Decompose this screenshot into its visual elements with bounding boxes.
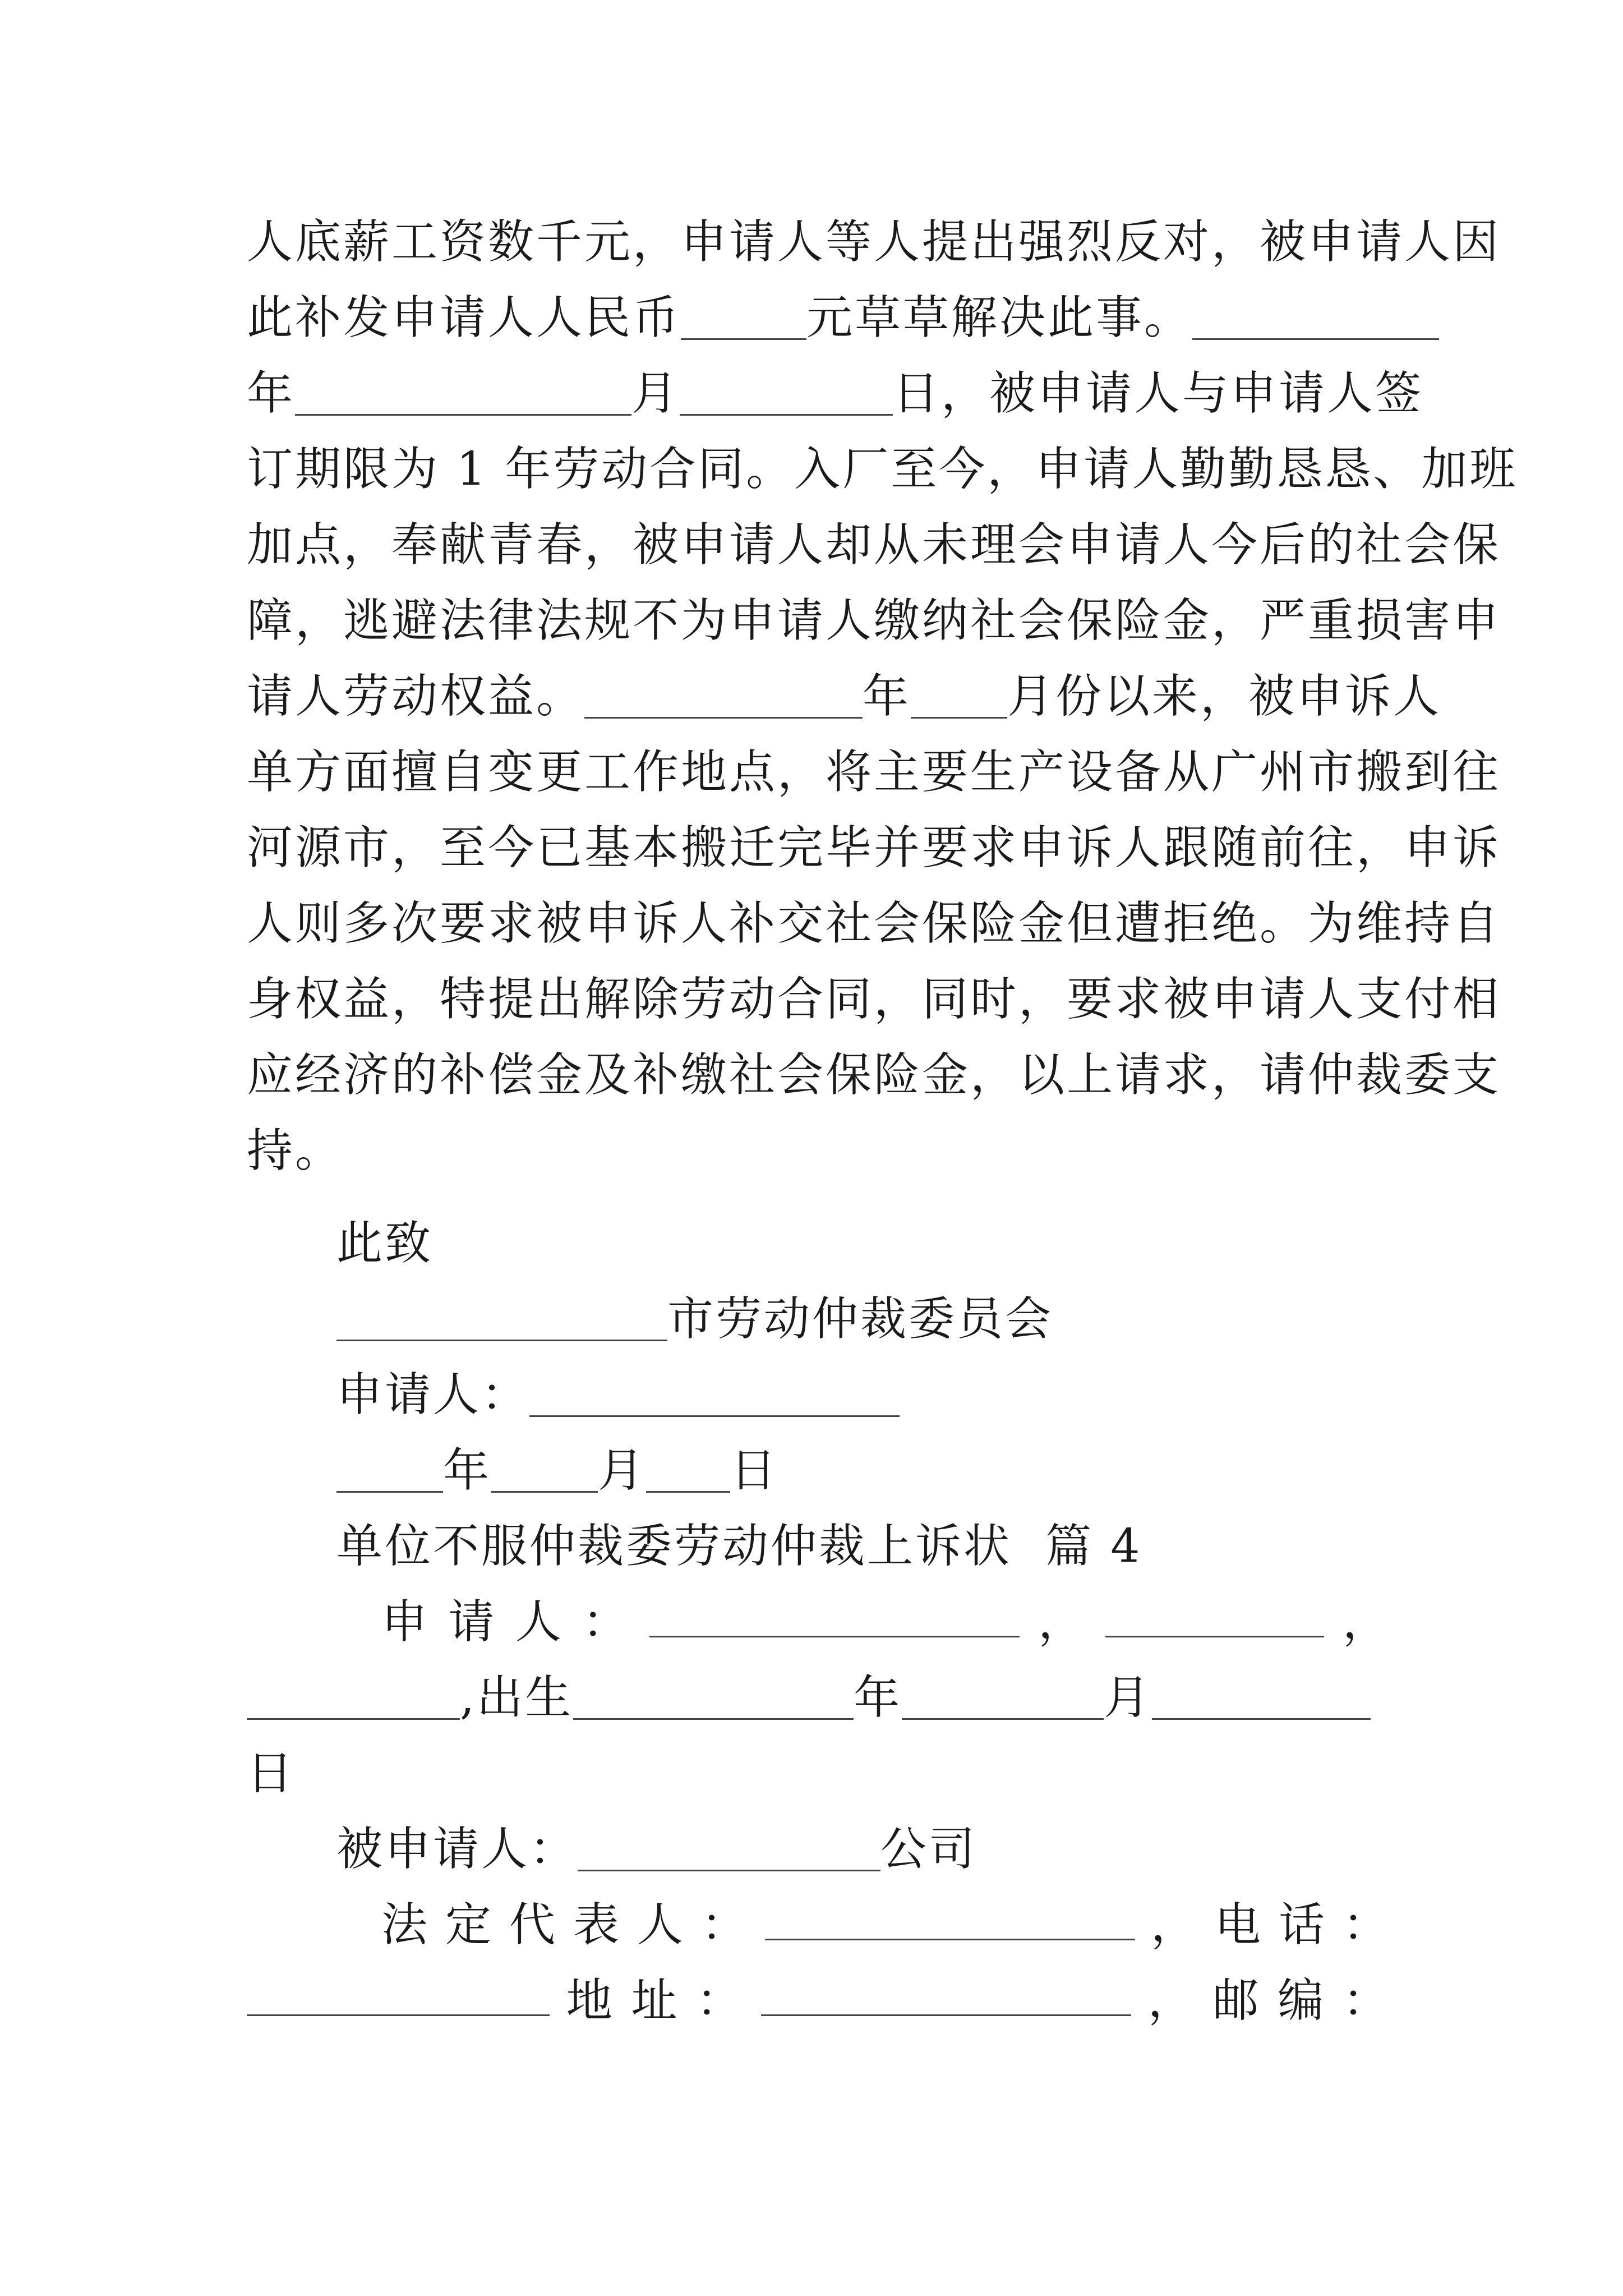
applicant-label-char: 申 — [381, 1595, 430, 1649]
blank-field — [1192, 293, 1439, 340]
blank-field — [578, 1825, 880, 1871]
signature-applicant-line — [336, 1361, 1391, 1429]
blank-field — [247, 1970, 550, 2016]
committee-name: 市劳动仲裁委员会 — [667, 1292, 1054, 1346]
comma: ， — [1147, 1974, 1196, 2027]
salutation: 此致 — [336, 1217, 434, 1270]
comma: ， — [1038, 1595, 1087, 1649]
respondent-line — [336, 1816, 1391, 1883]
address-char: 址 — [631, 1974, 680, 2027]
body-line-2 — [247, 284, 1391, 352]
birth-year: 年 — [854, 1671, 902, 1724]
body-line-10: 人则多次要求被申诉人补交社会保险金但遭拒绝。为维持自 — [247, 897, 1501, 950]
legal-rep-char: 代 — [509, 1898, 558, 1952]
postcode-char: 编 — [1278, 1974, 1326, 2027]
applicant-label-char: ： — [582, 1595, 631, 1649]
phone-char: ： — [1342, 1898, 1391, 1952]
comma: ， — [1342, 1595, 1391, 1649]
blank-field — [902, 1673, 1104, 1720]
body-line-1: 人底薪工资数千元，申请人等人提出强烈反对，被申请人因 — [247, 215, 1501, 269]
body-line-9: 河源市，至今已基本搬迁完毕并要求申诉人跟随前往，申诉 — [247, 821, 1501, 875]
legal-rep-char: 人 — [637, 1898, 686, 1952]
body-line-7 — [247, 663, 1442, 730]
signature-date-line — [336, 1437, 1391, 1504]
comma: ， — [1150, 1898, 1199, 1952]
blank-field — [491, 1446, 598, 1493]
postcode-char: ： — [1342, 1974, 1391, 2027]
body-text: 年 — [863, 670, 911, 723]
blank-field — [680, 369, 893, 416]
legal-rep-char: 表 — [573, 1898, 622, 1952]
legal-rep-char: ： — [701, 1898, 750, 1952]
address-line — [247, 1967, 1391, 2035]
body-text: 月份以来，被申诉人 — [1007, 670, 1442, 723]
birth-line — [247, 1664, 1391, 1732]
applicant-label: 申请人： — [336, 1368, 530, 1421]
blank-field — [765, 1894, 1135, 1940]
blank-field — [1152, 1673, 1371, 1720]
body-text: 此补发申请人人民币 — [247, 291, 681, 344]
address-char: 地 — [566, 1974, 615, 2027]
body-text: 年 — [247, 367, 296, 420]
address-char: ： — [696, 1974, 745, 2027]
body-line-13: 持。 — [247, 1124, 344, 1177]
blank-field — [573, 1673, 854, 1720]
body-line-4: 订期限为 1 年劳动合同。入厂至今，申请人勤勤恳恳、加班 — [247, 443, 1518, 496]
blank-field — [649, 1591, 1020, 1637]
legal-rep-char: 定 — [445, 1898, 494, 1952]
date-year: 年 — [443, 1444, 492, 1497]
blank-field — [336, 1446, 443, 1493]
body-line-12: 应经济的补偿金及补缴社会保险金，以上请求，请仲裁委支 — [247, 1048, 1501, 1102]
applicant-label-char: 请 — [448, 1595, 497, 1649]
date-day: 日 — [730, 1444, 779, 1497]
blank-field — [911, 672, 1007, 719]
blank-field — [295, 369, 631, 416]
phone-char: 电 — [1214, 1898, 1263, 1952]
birth-prefix: ,出生 — [460, 1671, 574, 1724]
blank-field — [1105, 1591, 1324, 1637]
blank-field — [247, 1673, 460, 1720]
legal-rep-line — [381, 1892, 1391, 1959]
body-text: 月 — [631, 367, 680, 420]
applicant-info-line — [381, 1589, 1391, 1656]
blank-field — [529, 1370, 900, 1417]
phone-char: 话 — [1278, 1898, 1327, 1952]
respondent-label: 被申请人： — [336, 1823, 578, 1876]
body-text: 请人劳动权益。 — [247, 670, 585, 723]
applicant-label-char: 人 — [515, 1595, 564, 1649]
company-suffix: 公司 — [880, 1823, 978, 1876]
body-line-8: 单方面擅自变更工作地点，将主要生产设备从广州市搬到往 — [247, 746, 1501, 799]
legal-rep-char: 法 — [381, 1898, 430, 1952]
blank-field — [336, 1295, 667, 1341]
body-line-6: 障，逃避法律法规不为申请人缴纳社会保险金，严重损害申 — [247, 594, 1501, 647]
blank-field — [761, 1970, 1131, 2016]
addressee-line — [336, 1286, 1391, 1353]
section-title: 单位不服仲裁委劳动仲裁上诉状 篇 4 — [336, 1520, 1142, 1573]
body-line-3 — [247, 360, 1424, 427]
body-line-5: 加点，奉献青春，被申请人却从未理会申请人今后的社会保 — [247, 518, 1501, 572]
postcode-char: 邮 — [1212, 1974, 1261, 2027]
body-line-11: 身权益，特提出解除劳动合同，同时，要求被申请人支付相 — [247, 973, 1501, 1026]
date-month: 月 — [598, 1444, 647, 1497]
body-text: 日，被申请人与申请人签 — [893, 367, 1424, 420]
birth-month: 月 — [1104, 1671, 1152, 1724]
body-text: 元草草解决此事。 — [806, 291, 1193, 344]
blank-field — [584, 672, 863, 719]
blank-field — [681, 293, 806, 340]
birth-day: 日 — [247, 1747, 296, 1800]
blank-field — [646, 1446, 730, 1493]
